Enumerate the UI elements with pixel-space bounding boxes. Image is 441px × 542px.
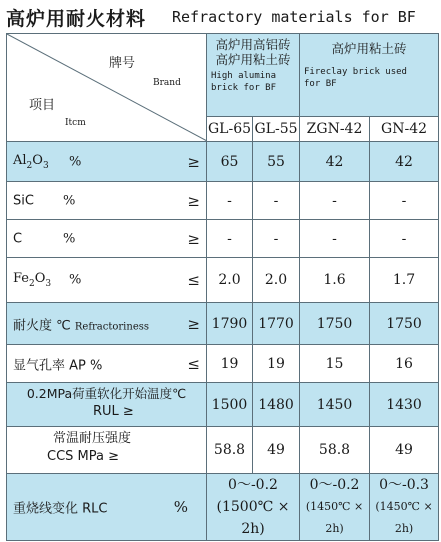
row-sic <box>7 182 439 220</box>
label-rlc: 重烧线变化 RLC % <box>7 474 207 541</box>
title-bar <box>4 2 441 32</box>
group1-cn-line2: 高炉用粘土砖 <box>215 52 291 67</box>
refractory-spec-table <box>6 33 439 541</box>
value-cell: 1750 <box>300 303 370 345</box>
value-cell: 1500 <box>207 383 253 427</box>
label-c: C % ≥ <box>7 220 207 258</box>
group-high-alumina <box>207 34 300 117</box>
group1-en-line2: brick for BF <box>211 83 277 93</box>
code-zgn42: ZGN-42 <box>300 116 370 141</box>
brand-label-cn: 牌号 <box>109 56 136 71</box>
value-cell: 1430 <box>370 383 439 427</box>
value-cell: - <box>300 220 370 258</box>
label-porosity: 显气孔率 AP % ≤ <box>7 345 207 383</box>
value-cell: 42 <box>300 142 370 182</box>
brand-label-en: Brand <box>153 78 181 88</box>
value-cell: 2.0 <box>253 258 300 303</box>
row-ccs <box>7 427 439 474</box>
value-cell: 65 <box>207 142 253 182</box>
row-refractoriness <box>7 303 439 345</box>
value-cell: 49 <box>370 427 439 474</box>
value-cell: - <box>207 182 253 220</box>
value-cell: - <box>370 182 439 220</box>
label-sic: SiC % ≥ <box>7 182 207 220</box>
group-fireclay <box>300 34 439 117</box>
value-cell: 49 <box>253 427 300 474</box>
label-ccs: 常温耐压强度 CCS MPa ≥ <box>7 427 207 474</box>
group2-cn: 高炉用粘土砖 <box>331 41 407 56</box>
code-gn42: GN-42 <box>370 116 439 141</box>
item-label-en: Itcm <box>65 118 86 128</box>
value-cell: 1750 <box>370 303 439 345</box>
code-gl65: GL-65 <box>207 116 253 141</box>
row-porosity <box>7 345 439 383</box>
value-cell: 58.8 <box>207 427 253 474</box>
value-cell: 1770 <box>253 303 300 345</box>
row-rul <box>7 383 439 427</box>
row-fe2o3 <box>7 258 439 303</box>
rlc-gn42: 0～-0.3 (1450℃ × 2h) <box>370 474 439 541</box>
title-chinese: 高炉用耐火材料 <box>6 8 147 30</box>
title-english: Refractory materials for BF <box>172 8 416 26</box>
value-cell: 42 <box>370 142 439 182</box>
rlc-high-alumina: 0～-0.2 (1500℃ × 2h) <box>207 474 300 541</box>
value-cell: 1.7 <box>370 258 439 303</box>
value-cell: - <box>300 182 370 220</box>
code-gl55: GL-55 <box>253 116 300 141</box>
row-c <box>7 220 439 258</box>
item-label-cn: 项目 <box>29 98 56 113</box>
value-cell: 19 <box>253 345 300 383</box>
label-refractoriness: 耐火度 ℃ Refractoriness ≥ <box>7 303 207 345</box>
value-cell: 1450 <box>300 383 370 427</box>
value-cell: - <box>253 182 300 220</box>
value-cell: - <box>207 220 253 258</box>
value-cell: 2.0 <box>207 258 253 303</box>
header-corner <box>7 34 207 142</box>
label-al2o3: $Al_2O_3$ % ≥ <box>7 142 207 182</box>
value-cell: 19 <box>207 345 253 383</box>
value-cell: 55 <box>253 142 300 182</box>
value-cell: 16 <box>370 345 439 383</box>
group1-en-line1: High alumina <box>211 71 277 81</box>
row-rlc <box>7 474 439 541</box>
group2-en-line1: Fireclay brick used <box>304 67 407 77</box>
group1-cn-line1: 高炉用高铝砖 <box>215 37 291 52</box>
value-cell: 1480 <box>253 383 300 427</box>
value-cell: 1790 <box>207 303 253 345</box>
header-row-groups <box>7 34 439 117</box>
value-cell: 15 <box>300 345 370 383</box>
value-cell: - <box>253 220 300 258</box>
value-cell: 1.6 <box>300 258 370 303</box>
label-rul: 0.2MPa荷重软化开始温度℃ RUL ≥ <box>7 383 207 427</box>
row-al2o3 <box>7 142 439 182</box>
value-cell: 58.8 <box>300 427 370 474</box>
label-fe2o3: $Fe_2O_3$ % ≤ <box>7 258 207 303</box>
group2-en-line2: for BF <box>304 79 337 89</box>
rlc-zgn42: 0～-0.2 (1450℃ × 2h) <box>300 474 370 541</box>
value-cell: - <box>370 220 439 258</box>
